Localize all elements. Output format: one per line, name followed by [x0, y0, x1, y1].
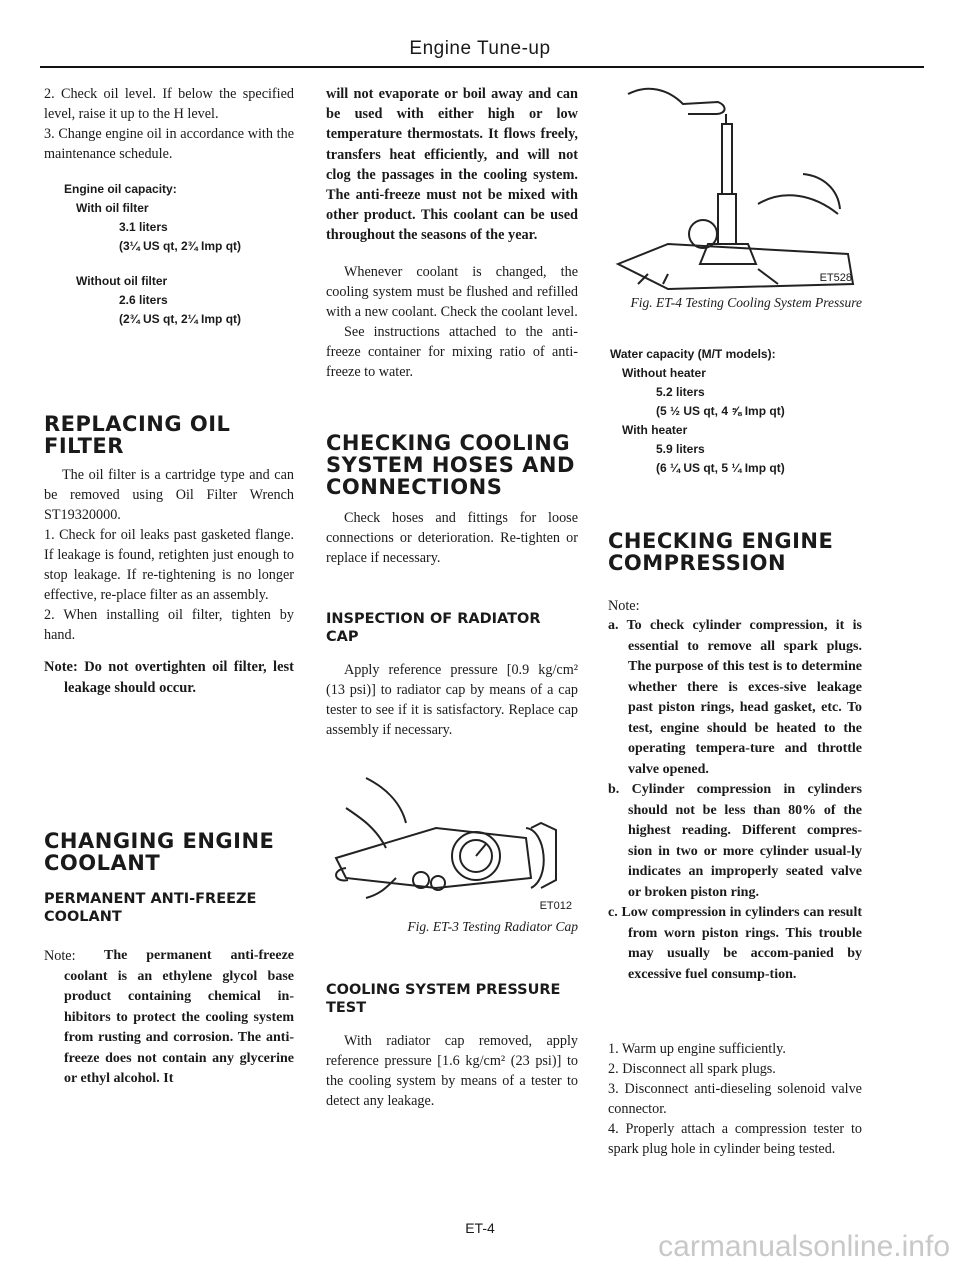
heading-inspection-radiator-cap: INSPECTION OF RADIATOR CAP: [326, 610, 541, 645]
without-heater-liters: 5.2 liters: [656, 385, 705, 399]
figure-radiator-cap-tester: [326, 768, 578, 918]
heading-replacing-oil-filter: REPLACING OIL FILTER: [44, 412, 231, 458]
page-number: ET-4: [465, 1220, 495, 1236]
radiator-cap-tester-illustration: [326, 768, 578, 908]
pressure-tester-illustration: [608, 84, 862, 294]
without-heater-label: Without heater: [622, 366, 706, 380]
fig4-caption: Fig. ET-4 Testing Cooling System Pressure: [630, 295, 862, 310]
without-filter-liters: 2.6 liters: [119, 293, 168, 307]
with-filter-liters: 3.1 liters: [119, 220, 168, 234]
paragraph-see-instructions: See instructions attached to the anti-freeze container for mixing ratio of anti-freeze to water.: [326, 323, 578, 380]
column-3: [608, 84, 862, 1159]
with-heater-label: With heater: [622, 423, 688, 437]
header-rule: [40, 66, 924, 68]
column-2: [326, 84, 578, 1111]
compression-note-b: b. Cylinder compression in cylinders should not be less than 80% of the highest reading. Different compres-sion in two or more cylinder usual-ly indicates an improperly seated valve or broken piston ring.: [608, 782, 862, 900]
fig4-code: ET528: [819, 272, 852, 284]
compression-step-1: 1. Warm up engine sufficiently.: [608, 1041, 786, 1057]
heading-permanent-anti-freeze: PERMANENT ANTI-FREEZE COOLANT: [44, 891, 257, 925]
compression-note-c: c. Low compression in cylinders can result from worn piston rings. This trouble may usually be accom-panied by excessive fuel consump-tion.: [608, 905, 862, 982]
compression-step-3: 3. Disconnect anti-dieseling solenoid valve connector.: [608, 1081, 862, 1117]
paragraph-change-oil: 3. Change engine oil in accordance with the maintenance schedule.: [44, 126, 294, 162]
heading-pressure-test: COOLING SYSTEM PRESSURE TEST: [326, 981, 561, 1016]
heading-checking-compression: CHECKING ENGINE COMPRESSION: [608, 529, 834, 575]
with-heater-liters: 5.9 liters: [656, 442, 705, 456]
replacing-note: Note: Do not overtighten oil filter, lest leakage should occur.: [44, 659, 294, 696]
with-filter-label: With oil filter: [76, 201, 149, 215]
paragraph-replacing-step1: 1. Check for oil leaks past gasketed flange. If leakage is found, retighten just enough to stop leakage. If re-tightening is no longer effective, re-place filter as an assembly.: [44, 527, 294, 603]
paragraph-whenever: Whenever coolant is changed, the cooling system must be flushed and refilled with a new coolant. Check the coolant level.: [326, 263, 578, 320]
paragraph-coolant-continued: will not evaporate or boil away and can be used with either high or low temperature thermostats. It flows freely, transfers heat efficiently, and will not clog the passages in the cooling system. The anti-freeze must not be mixed with other product. This coolant can be used throughout the seasons of the year.: [326, 86, 578, 244]
coolant-note: [44, 946, 294, 1090]
compression-note-label: Note:: [608, 598, 640, 614]
coolant-note-text: The permanent anti-freeze coolant is an ethylene glycol base product containing chemical in-hibitors to protect the cooling system from rusting and corrosion. The anti-freeze does not contain any glycerine or ethyl alcohol. It: [64, 948, 294, 1086]
compression-step-2: 2. Disconnect all spark plugs.: [608, 1061, 776, 1077]
paragraph-pressure-test: With radiator cap removed, apply reference pressure [1.6 kg/cm² (23 psi)] to the cooling system by means of a tester to detect any leakage.: [326, 1032, 578, 1109]
heading-changing-engine-coolant: CHANGING ENGINE COOLANT: [44, 829, 275, 875]
column-1: [44, 84, 294, 1090]
coolant-note-label: Note:: [44, 948, 76, 964]
without-filter-label: Without oil filter: [76, 274, 168, 288]
page-title: Engine Tune-up: [409, 38, 551, 59]
compression-note-a: a. To check cylinder compression, it is essential to remove all spark plugs. The purpose of this test is to determine whether there is exces-sive leakage past piston rings, head gasket, etc. To test, engine should be heated to the operating tempera-ture and throttle valve opened.: [608, 618, 862, 777]
oil-capacity-title: Engine oil capacity:: [64, 182, 177, 196]
paragraph-check-oil: 2. Check oil level. If below the specified level, raise it up to the H level.: [44, 86, 294, 122]
paragraph-replacing-step2: 2. When installing oil filter, tighten by hand.: [44, 607, 294, 643]
compression-step-4: 4. Properly attach a compression tester to spark plug hole in cylinder being tested.: [608, 1121, 862, 1157]
with-filter-qt: (3¼ US qt, 2¾ Imp qt): [119, 239, 242, 253]
figure-pressure-tester: [608, 84, 862, 294]
paragraph-hoses: Check hoses and fittings for loose connections or deterioration. Re-tighten or replace if necessary.: [326, 509, 578, 566]
without-filter-qt: (2¾ US qt, 2¼ Imp qt): [119, 312, 242, 326]
fig3-caption: Fig. ET-3 Testing Radiator Cap: [407, 918, 578, 934]
heading-checking-hoses: CHECKING COOLING SYSTEM HOSES AND CONNECTIONS: [326, 430, 575, 499]
paragraph-replacing-intro: The oil filter is a cartridge type and can be removed using Oil Filter Wrench ST19320000.: [44, 467, 294, 523]
paragraph-inspection: Apply reference pressure [0.9 kg/cm² (13 psi)] to radiator cap by means of a cap tester to see if it is satisfactory. Replace cap assembly if necessary.: [326, 661, 578, 738]
without-heater-qt: (5 ½ US qt, 4 ⅝ Imp qt): [656, 404, 785, 418]
fig3-code: ET012: [539, 899, 572, 912]
water-capacity-title: Water capacity (M/T models):: [610, 347, 776, 361]
with-heater-qt: (6 ¼ US qt, 5 ¼ Imp qt): [656, 461, 785, 475]
watermark: carmanualsonline.info: [658, 1230, 950, 1263]
